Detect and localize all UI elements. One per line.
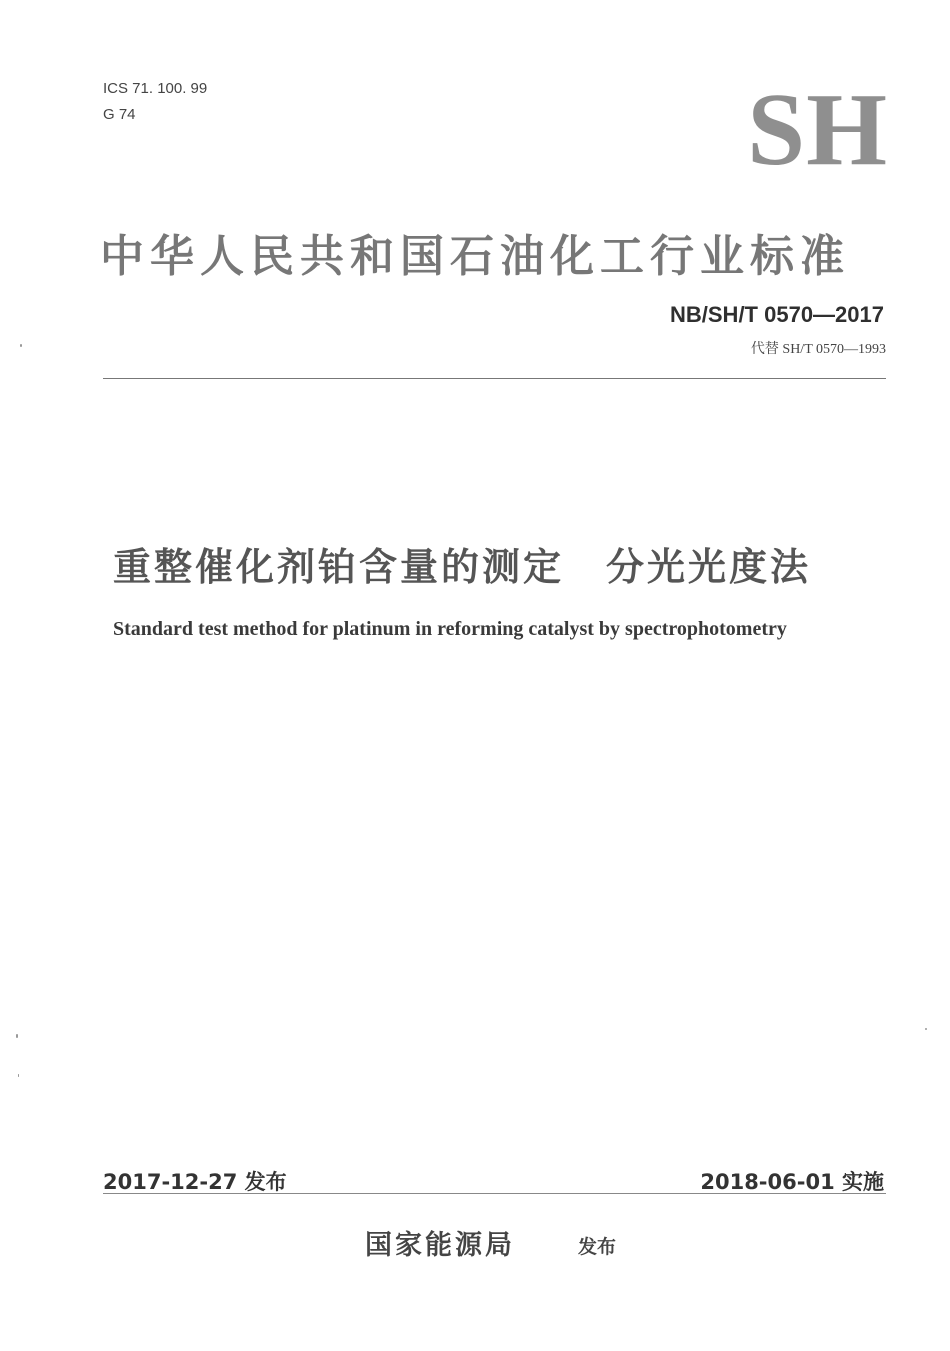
issue-date: 2017-12-27 发布 <box>103 1170 287 1194</box>
chinese-title <box>113 536 811 591</box>
bottom-divider <box>103 1193 886 1194</box>
scan-speck <box>16 1034 18 1038</box>
industry-standard-title: 中华人民共和国石油化工行业标准 <box>100 231 850 282</box>
chinese-title-method: 分光光度法 <box>606 545 812 589</box>
issuing-label: 发布 <box>578 1236 617 1258</box>
sh-logo: SH <box>747 72 888 187</box>
scan-speck <box>18 1074 19 1077</box>
english-title: Standard test method for platinum in reforming catalyst by spectrophotometry <box>113 618 787 640</box>
top-divider <box>103 378 886 379</box>
classification-code: G 74 <box>103 106 136 123</box>
implementation-date: 2018-06-01 实施 <box>700 1170 884 1194</box>
scan-speck <box>20 344 22 347</box>
scan-speck <box>925 1028 927 1030</box>
standard-number: NB/SH/T 0570—2017 <box>670 302 884 327</box>
issuing-authority: 国家能源局 <box>365 1230 515 1261</box>
ics-code: ICS 71. 100. 99 <box>103 80 208 97</box>
replaces-standard: 代替 SH/T 0570—1993 <box>750 342 886 357</box>
chinese-title-main: 重整催化剂铂含量的测定 <box>113 545 565 589</box>
